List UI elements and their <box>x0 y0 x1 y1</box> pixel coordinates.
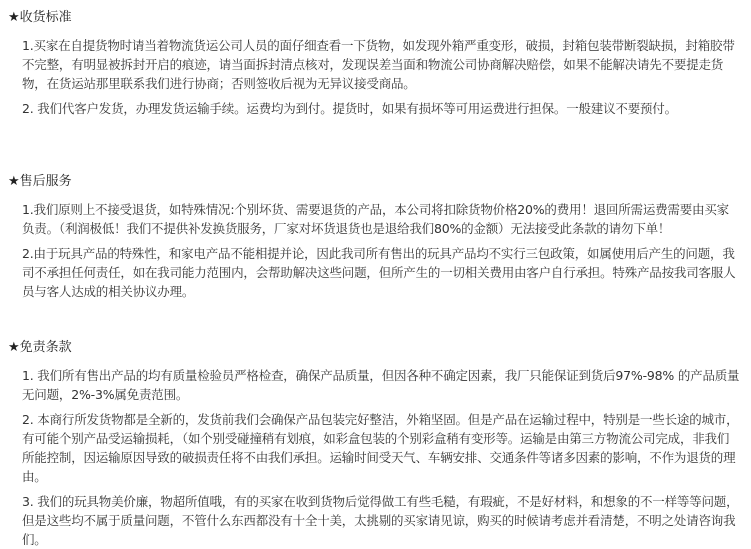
section-disclaimer <box>8 338 740 549</box>
section-title-after-sales: ★售后服务 <box>8 174 72 189</box>
disclaimer-item-3: 3. 我们的玩具物美价廉，物超所值哦，有的买家在收到货物后觉得做工有些毛糙，有瑕疵，不是好材料，和想象的不一样等等问题，但是这些均不属于质量问题，不管什么东西都没有十全十美，太挑剔的买家请见谅，购买的时候请考虑并看清楚，不明之处请咨询我们。 <box>22 494 739 547</box>
after-sales-item-2: 2.由于玩具产品的特殊性，和家电产品不能相提并论，因此我司所有售出的玩具产品均不实行三包政策，如属使用后产生的问题，我司不承担任何责任，如在我司能力范围内，会帮助解决这些问题，但所产生的一切相关费用由客户自行承担。特殊产品按我司客服人员与客人达成的相关协议办理。 <box>22 246 736 299</box>
disclaimer-item-2: 2. 本商行所发货物都是全新的，发货前我们会确保产品包装完好整洁，外箱坚固。但是产品在运输过程中，特别是一些长途的城市，有可能个别产品受运输损耗，（如个别受碰撞稍有划痕，如彩盒包装的个别彩盒稍有变形等。运输是由第三方物流公司完成，非我们所能控制，因运输原因导致的破损责任将不由我们承担。运输时间受天气、车辆安排、交通条件等诸多因素的影响，不作为退货的理由。 <box>22 412 739 484</box>
receiving-item-1: 1.买家在自提货物时请当着物流货运公司人员的面仔细查看一下货物，如发现外箱严重变形，破损，封箱包装带断裂缺损，封箱胶带不完整，有明显被拆封开启的痕迹，请当面拆封清点核对，发现误差当面和物流公司协商解决赔偿，如果不能解决请先不要提走货物，在货运站那里联系我们进行协商；否则签收后视为无异议接受商品。 <box>22 38 735 91</box>
disclaimer-item-1: 1. 我们所有售出产品的均有质量检验员严格检查，确保产品质量，但因各种不确定因素，我厂只能保证到货后97%-98% 的产品质量无问题，2%-3%属免责范围。 <box>22 368 740 402</box>
receiving-item-2: 2. 我们代客户发货，办理发货运输手续。运费均为到付。提货时，如果有损坏等可用运费进行担保。一般建议不要预付。 <box>22 101 677 116</box>
after-sales-item-1: 1.我们原则上不接受退货，如特殊情况:个别坏货、需要退货的产品，本公司将扣除货物价格20%的费用！退回所需运费需要由买家负责。（利润极低！我们不提供补发换货服务，厂家对坏货退货也是退给我们80%的金额）无法接受此条款的请勿下单！ <box>22 202 729 236</box>
section-title-receiving: ★收货标准 <box>8 10 72 25</box>
section-after-sales <box>8 172 740 301</box>
section-receiving-standard <box>8 8 740 118</box>
section-title-disclaimer: ★免责条款 <box>8 340 72 355</box>
